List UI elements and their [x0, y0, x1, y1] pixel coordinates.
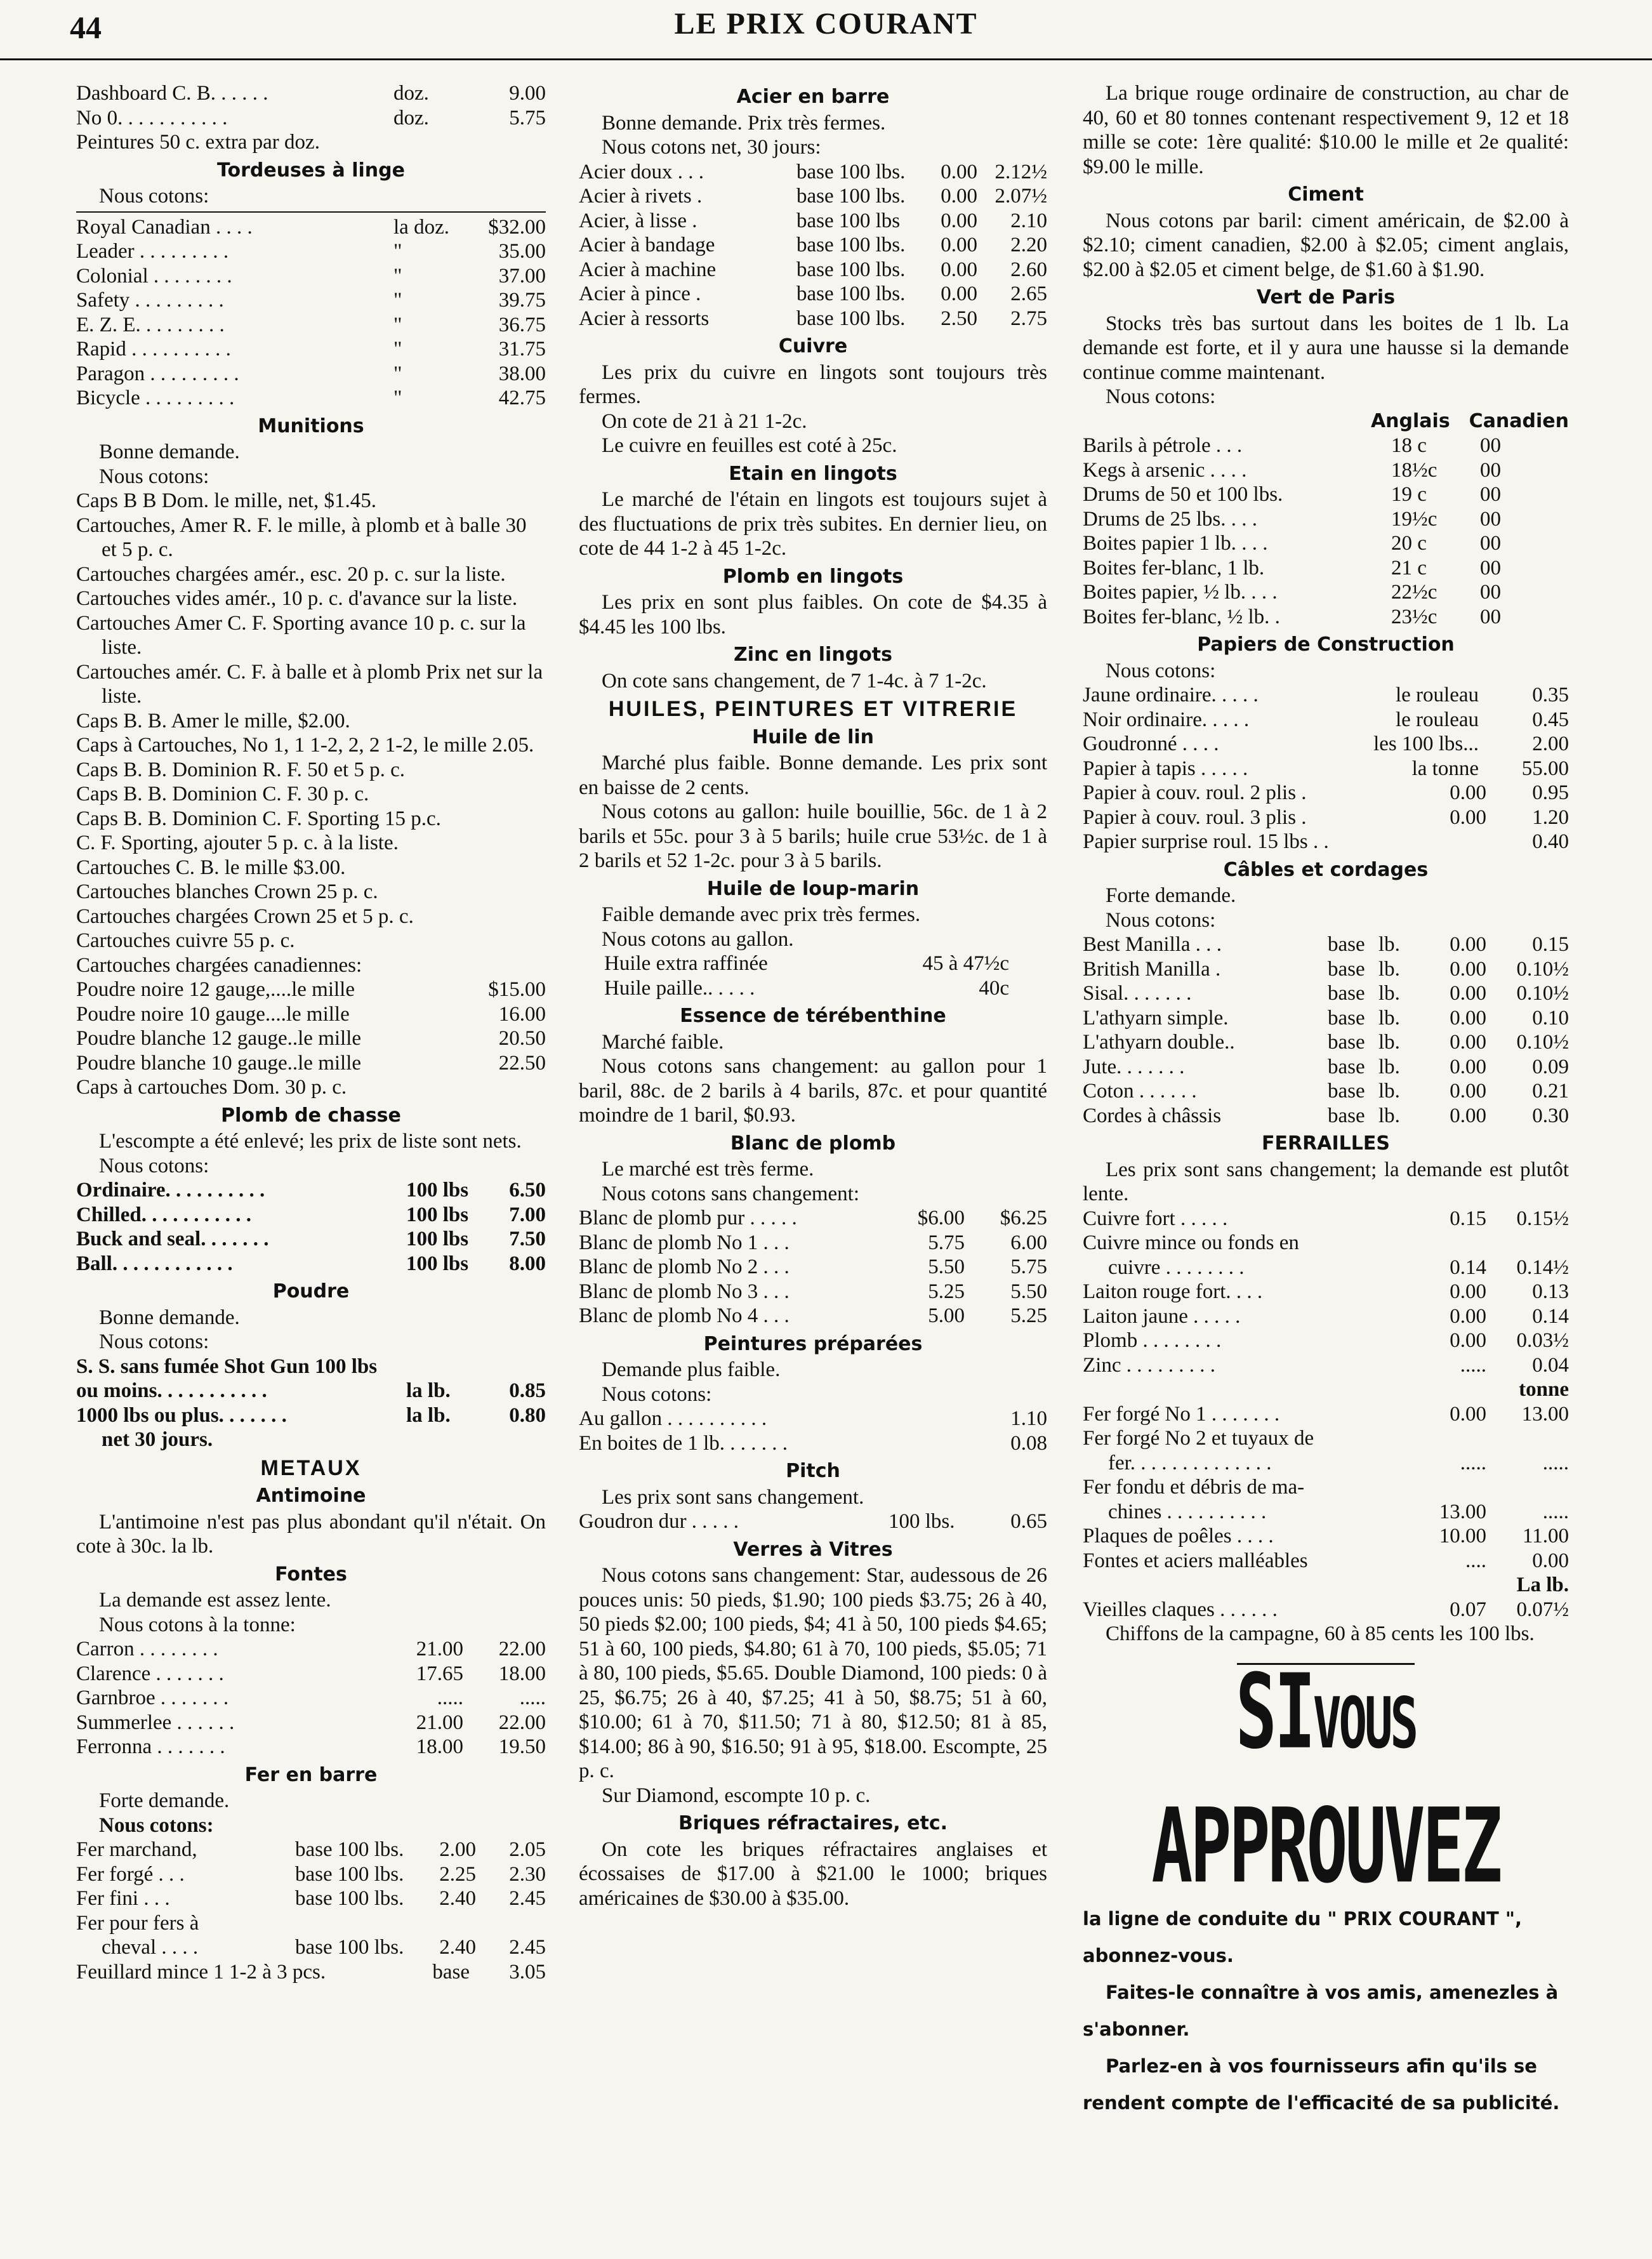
section-title-pitch: Pitch	[786, 1460, 840, 1482]
section-title-peintures: Peintures préparées	[703, 1332, 923, 1355]
price-row: Carron . . . . . . . . 21.00 22.00	[76, 1638, 546, 1660]
price-row: Royal Canadian . . . . la doz. $32.00	[76, 215, 546, 239]
price-row: cuivre . . . . . . . . 0.14 0.14½	[1108, 1255, 1569, 1279]
price-row: Leader . . . . . . . . . " 35.00	[76, 240, 546, 263]
price-row: Laiton rouge fort. . . . 0.00 0.13	[1083, 1280, 1569, 1303]
line: Bonne demande.	[99, 1306, 240, 1329]
price-row: Blanc de plomb No 2 . . . 5.50 5.75	[579, 1255, 1047, 1278]
price-row: Drums de 25 lbs. . . . 19½c 00	[1083, 507, 1501, 531]
price-row: No 0. . . . . . . . . . . doz. 5.75	[76, 106, 546, 129]
paragraph: Le cuivre en feuilles est coté à 25c.	[602, 434, 897, 457]
list-item: Caps B. B. Dominion R. F. 50 et 5 p. c.	[76, 758, 406, 781]
line: S. S. sans fumée Shot Gun 100 lbs	[76, 1355, 378, 1378]
section-title-zinc: Zinc en lingots	[734, 644, 892, 666]
intro: Nous cotons:	[1106, 385, 1216, 408]
divider	[76, 211, 546, 213]
note: Peintures 50 c. extra par doz.	[76, 131, 320, 154]
list-item: Cartouches chargées amér., esc. 20 p. c. sur la liste.	[76, 562, 506, 586]
price-row: Buck and seal. . . . . . . 100 lbs 7.50	[76, 1228, 546, 1250]
price-row: Huile extra raffinée 45 à 47½c	[604, 952, 1009, 975]
list-item: Caps B. B. Dominion C. F. 30 p. c.	[76, 783, 369, 805]
price-row: Fer marchand, base 100 lbs. 2.00 2.05	[76, 1838, 546, 1861]
price-row: Boites papier 1 lb. . . . 20 c 00	[1083, 532, 1501, 555]
price-row: Garnbroe . . . . . . . ..... .....	[76, 1686, 546, 1709]
section-title-blanc-plomb: Blanc de plomb	[730, 1132, 896, 1155]
price-row: Bicycle . . . . . . . . . " 42.75	[76, 387, 546, 409]
price-row: Colonial . . . . . . . . " 37.00	[76, 264, 546, 288]
line: Forte demande.	[1106, 884, 1236, 907]
price-row: Coton . . . . . . base lb. 0.00 0.21	[1083, 1080, 1569, 1103]
price-row: Acier à bandage base 100 lbs. 0.00 2.20	[579, 234, 1047, 256]
price-row: Fontes et aciers malléables .... 0.00	[1083, 1549, 1569, 1572]
line: Bonne demande.	[99, 441, 240, 463]
price-row: Acier à ressorts base 100 lbs. 2.50 2.75	[579, 307, 1047, 330]
section-title-fontes: Fontes	[275, 1563, 347, 1586]
price-row: 1000 lbs ou plus. . . . . . . la lb. 0.80	[76, 1403, 546, 1427]
price-row: Cordes à châssis base lb. 0.00 0.30	[1083, 1104, 1569, 1127]
section-title-verres: Verres à Vitres	[733, 1538, 893, 1561]
price-row: Plomb . . . . . . . . 0.00 0.03½	[1083, 1329, 1569, 1352]
list-item: Cartouches vides amér., 10 p. c. d'avance sur la liste.	[76, 587, 518, 610]
paragraph: Les prix sont sans changement; la demande est plutôt lente.	[1083, 1158, 1569, 1205]
price-row: Jute. . . . . . . base lb. 0.00 0.09	[1083, 1055, 1569, 1078]
advertisement-text: la ligne de conduite du " PRIX COURANT ", abonnez-vous.	[1083, 1907, 1522, 1966]
price-row: Blanc de plomb pur . . . . . $6.00 $6.25	[579, 1207, 1047, 1229]
price-row: Drums de 50 et 100 lbs. 19 c 00	[1083, 483, 1501, 506]
price-row: Acier à machine base 100 lbs. 0.00 2.60	[579, 258, 1047, 281]
list-item: Cartouches C. B. le mille $3.00.	[76, 856, 346, 879]
section-title-huiles: HUILES, PEINTURES ET VITRERIE	[608, 697, 1018, 721]
price-row: Ferronna . . . . . . . 18.00 19.50	[76, 1735, 546, 1758]
price-row: Rapid . . . . . . . . . . " 31.75	[76, 338, 546, 361]
paragraph: On cote sans changement, de 7 1-4c. à 7 1-2c.	[602, 669, 987, 692]
column-left	[76, 81, 546, 1984]
section-title-plomb-lingots: Plomb en lingots	[722, 565, 904, 588]
paragraph: Sur Diamond, escompte 10 p. c.	[602, 1784, 871, 1807]
line: Nous cotons à la tonne:	[99, 1613, 296, 1636]
price-row: Paragon . . . . . . . . . " 38.00	[76, 362, 546, 385]
price-row: Best Manilla . . . base lb. 0.00 0.15	[1083, 933, 1569, 956]
line: Fer fondu et débris de ma-	[1083, 1476, 1305, 1499]
list-item: Cartouches cuivre 55 p. c.	[76, 929, 295, 952]
paragraph: Stocks très bas surtout dans les boites de 1 lb. La demande est forte, et il y aura une hausse si la demande continue comme maintenant.	[1083, 312, 1569, 384]
page-number: 44	[70, 10, 102, 45]
paragraph: Nous cotons sans changement: au gallon pour 1 baril, 88c. de 2 barils à 4 barils, 87c. et pour quantité moindre de 1 baril, $0.93.	[579, 1055, 1047, 1127]
section-title-loup-marin: Huile de loup-marin	[706, 877, 920, 900]
line: net 30 jours.	[102, 1428, 213, 1451]
list-item: Cartouches Amer C. F. Sporting avance 10 p. c. sur la liste.	[76, 611, 526, 659]
line: Nous cotons net, 30 jours:	[602, 136, 821, 159]
paragraph: Nous cotons sans changement: Star, audessous de 26 pouces unis: 50 pieds, $1.90; 100 pieds $3.75; 26 à 40, 50 pieds $2.00; 100 pieds, $4; 41 à 50, 100 pieds $4.65; 51 à 60, 100 pieds, $4.80; 61 à 70, 100 pieds, $5.05; 71 à 80, 100 pieds, $5.65. Double Diamond, 100 pieds: 0 à 25, $6.75; 26 à 40, $7.25; 41 à 50, $8.75; 51 à 60, $10.00; 61 à 70, $11.50; 71 à 80, $12.50; 81 à 85, $14.00; 86 à 90, $16.50; 91 à 95, $18.00. Escompte, 25 p. c.	[579, 1564, 1047, 1782]
price-row: Papier surprise roul. 15 lbs . . 0.40	[1083, 830, 1569, 853]
list-item: Cartouches amér. C. F. à balle et à plomb Prix net sur la liste.	[76, 660, 543, 708]
price-row: L'athyarn simple. base lb. 0.00 0.10	[1083, 1006, 1569, 1030]
section-title-cables: Câbles et cordages	[1223, 858, 1429, 881]
line: Forte demande.	[99, 1789, 230, 1812]
section-title-antimoine: Antimoine	[256, 1485, 366, 1507]
list-item: Caps B. B. Amer le mille, $2.00.	[76, 709, 350, 732]
line: Cuivre mince ou fonds en	[1083, 1231, 1299, 1254]
section-title-cuivre: Cuivre	[778, 335, 848, 357]
price-row: fer. . . . . . . . . . . . . . ..... .....	[1108, 1451, 1569, 1474]
intro: Nous cotons:	[99, 185, 209, 208]
price-row: chines . . . . . . . . . . 13.00 .....	[1108, 1500, 1569, 1523]
line: Le marché est très ferme.	[602, 1158, 814, 1181]
list-item: Caps B. B. Dominion C. F. Sporting 15 p.c.	[76, 807, 441, 830]
price-row: Poudre blanche 10 gauge..le mille 22.50	[76, 1051, 546, 1075]
line: Bonne demande. Prix très fermes.	[602, 111, 886, 135]
column-right	[1083, 81, 1569, 2121]
paragraph: On cote les briques réfractaires anglaises et écossaises de $17.00 à $21.00 le 1000; briques américaines de $30.00 à $35.00.	[579, 1838, 1047, 1910]
line: Nous cotons:	[99, 465, 209, 488]
publication-title: LE PRIX COURANT	[674, 7, 978, 41]
price-row: Poudre blanche 12 gauge..le mille 20.50	[76, 1027, 546, 1050]
line: Nous cotons:	[1106, 908, 1216, 932]
list-item: Cartouches, Amer R. F. le mille, à plomb et à balle 30 et 5 p. c.	[76, 513, 527, 561]
paragraph: Chiffons de la campagne, 60 à 85 cents les 100 lbs.	[1106, 1622, 1535, 1645]
price-row: Goudronné . . . . les 100 lbs... 2.00	[1083, 732, 1569, 755]
price-row: Ball. . . . . . . . . . . . 100 lbs 8.00	[76, 1252, 546, 1275]
paragraph: Marché plus faible. Bonne demande. Les prix sont en baisse de 2 cents.	[579, 752, 1047, 799]
price-row: Sisal. . . . . . . base lb. 0.00 0.10½	[1083, 982, 1569, 1005]
line: Fer pour fers à	[76, 1911, 199, 1935]
price-row: Fer fini . . . base 100 lbs. 2.40 2.45	[76, 1887, 546, 1910]
price-row: Vieilles claques . . . . . . 0.07 0.07½	[1083, 1598, 1569, 1621]
price-row: Goudron dur . . . . . 100 lbs. 0.65	[579, 1510, 1047, 1533]
line: Les prix sont sans changement.	[602, 1485, 864, 1509]
section-title-etain: Etain en lingots	[729, 462, 897, 485]
paragraph: Nous cotons par baril: ciment américain, de $2.00 à $2.10; ciment canadien, $2.00 à $2.05; ciment anglais, $2.00 à $2.05 et ciment belge, de $1.60 à $1.90.	[1083, 209, 1569, 281]
price-row: L'athyarn double.. base lb. 0.00 0.10½	[1083, 1031, 1569, 1054]
price-row: Acier doux . . . base 100 lbs. 0.00 2.12½	[579, 160, 1047, 183]
line: Demande plus faible.	[602, 1358, 781, 1381]
list-item: Caps B B Dom. le mille, net, $1.45.	[76, 489, 376, 512]
line: Fer forgé No 2 et tuyaux de	[1083, 1427, 1314, 1450]
section-title-briques: Briques réfractaires, etc.	[678, 1812, 948, 1834]
list-item: Cartouches chargées canadiennes:	[76, 953, 362, 977]
section-title-tordeuses: Tordeuses à linge	[216, 159, 405, 182]
price-row: Papier à tapis . . . . . la tonne 55.00	[1083, 757, 1569, 780]
price-row: Acier à pince . base 100 lbs. 0.00 2.65	[579, 282, 1047, 305]
price-row: Plaques de poêles . . . . 10.00 11.00	[1083, 1525, 1569, 1547]
price-row: Safety . . . . . . . . . " 39.75	[76, 289, 546, 312]
price-row: Dashboard C. B. . . . . . doz. 9.00	[76, 82, 546, 105]
price-row: Poudre noire 12 gauge,....le mille $15.00	[76, 978, 546, 1001]
paragraph: L'escompte a été enlevé; les prix de liste sont nets.	[99, 1130, 522, 1153]
price-row: En boites de 1 lb. . . . . . . 0.08	[579, 1431, 1047, 1455]
price-row: Jaune ordinaire. . . . . le rouleau 0.35	[1083, 684, 1569, 706]
paragraph: Les prix en sont plus faibles. On cote de $4.35 à $4.45 les 100 lbs.	[579, 591, 1047, 639]
section-title-poudre: Poudre	[272, 1280, 350, 1302]
paragraph: Marché faible.	[602, 1030, 724, 1054]
section-title-fer-barre: Fer en barre	[244, 1763, 378, 1786]
paragraph: Nous cotons au gallon.	[602, 927, 794, 951]
section-title-ciment: Ciment	[1288, 183, 1364, 206]
price-row: Blanc de plomb No 3 . . . 5.25 5.50	[579, 1280, 1047, 1303]
price-row: Blanc de plomb No 4 . . . 5.00 5.25	[579, 1304, 1047, 1327]
price-row: Blanc de plomb No 1 . . . 5.75 6.00	[579, 1231, 1047, 1254]
price-row: Barils à pétrole . . . 18 c 00	[1083, 434, 1501, 457]
price-row: Papier à couv. roul. 2 plis . 0.00 0.95	[1083, 781, 1569, 804]
price-row: Huile paille.. . . . . 40c	[604, 976, 1009, 1000]
price-row: Clarence . . . . . . . 17.65 18.00	[76, 1662, 546, 1685]
price-row: cheval . . . . base 100 lbs. 2.40 2.45	[102, 1936, 546, 1959]
price-row: British Manilla . base lb. 0.00 0.10½	[1083, 957, 1569, 981]
section-title-munitions: Munitions	[258, 414, 364, 437]
price-row: ou moins. . . . . . . . . . . la lb. 0.85	[76, 1379, 546, 1402]
line: Nous cotons:	[99, 1330, 209, 1353]
intro: Nous cotons:	[99, 1154, 209, 1177]
advertisement-text: Faites-le connaître à vos amis, amenezles à s'abonner.	[1083, 1981, 1559, 2040]
paragraph: Faible demande avec prix très fermes.	[602, 903, 921, 926]
price-row: Papier à couv. roul. 3 plis . 0.00 1.20	[1083, 805, 1569, 829]
section-title-plomb-chasse: Plomb de chasse	[221, 1104, 401, 1127]
column-middle	[579, 81, 1047, 1911]
price-row: Fer forgé No 1 . . . . . . . 0.00 13.00	[1083, 1402, 1569, 1426]
section-title-ferrailles: FERRAILLES	[1262, 1132, 1390, 1155]
price-row: Laiton jaune . . . . . 0.00 0.14	[1083, 1304, 1569, 1328]
price-row: Ordinaire. . . . . . . . . . 100 lbs 6.50	[76, 1179, 546, 1202]
section-title-terebenthine: Essence de térébenthine	[680, 1005, 946, 1027]
paragraph: On cote de 21 à 21 1-2c.	[602, 409, 807, 433]
list-item: C. F. Sporting, ajouter 5 p. c. à la liste.	[76, 831, 399, 854]
paragraph: Le marché de l'étain en lingots est toujours sujet à des fluctuations de prix très subites. En dernier lieu, on cote de 44 1-2 à 45 1-2c.	[579, 488, 1047, 560]
list-item: Caps à Cartouches, No 1, 1 1-2, 2, 2 1-2, le mille 2.05.	[76, 734, 534, 757]
advertisement-text: Parlez-en à vos fournisseurs afin qu'ils se rendent compte de l'efficacité de sa publicité.	[1083, 2055, 1560, 2114]
line: La demande est assez lente.	[99, 1589, 331, 1612]
price-row: Chilled. . . . . . . . . . . 100 lbs 7.00	[76, 1203, 546, 1226]
price-row: Acier, à lisse . base 100 lbs 0.00 2.10	[579, 209, 1047, 232]
section-title-vert-paris: Vert de Paris	[1256, 286, 1396, 308]
price-row: Feuillard mince 1 1-2 à 3 pcs. base 3.05	[76, 1960, 546, 1984]
price-row: E. Z. E. . . . . . . . . " 36.75	[76, 313, 546, 336]
paragraph: Nous cotons au gallon: huile bouillie, 56c. de 1 à 2 barils et 55c. pour 3 à 5 barils; huile crue 53½c. de 1 à 2 barils et 52 1-2c. pour 3 à 5 barils.	[579, 800, 1047, 872]
price-row: Zinc . . . . . . . . . ..... 0.04	[1083, 1353, 1569, 1377]
column-headers: Anglais Canadien	[1370, 409, 1569, 432]
price-row: Boites fer-blanc, ½ lb. . 23½c 00	[1083, 605, 1501, 628]
header-rule	[0, 58, 1652, 60]
price-row: Kegs à arsenic . . . . 18½c 00	[1083, 458, 1501, 482]
price-row: Boites papier, ½ lb. . . . 22½c 00	[1083, 581, 1501, 604]
list-item: Cartouches chargées Crown 25 et 5 p. c.	[76, 904, 414, 928]
price-row: Cuivre fort . . . . . 0.15 0.15½	[1083, 1207, 1569, 1230]
paragraph: La brique rouge ordinaire de construction, au char de 40, 60 et 80 tonnes contenant respectivement 9, 12 et 18 mille se cote: 1ère qualité: $10.00 le mille et 2e qualité: $9.00 le mille.	[1083, 82, 1569, 178]
line: Nous cotons:	[99, 1813, 214, 1837]
intro: Nous cotons:	[1106, 659, 1216, 682]
unit-label: La lb.	[1516, 1573, 1569, 1596]
price-row: Summerlee . . . . . . 21.00 22.00	[76, 1711, 546, 1734]
line: Nous cotons sans changement:	[602, 1182, 860, 1205]
price-row: Acier à rivets . base 100 lbs. 0.00 2.07½	[579, 185, 1047, 208]
section-title-lin: Huile de lin	[751, 725, 874, 748]
section-title-acier: Acier en barre	[736, 86, 890, 108]
list-item: Caps à cartouches Dom. 30 p. c.	[76, 1076, 347, 1099]
price-row: Poudre noire 10 gauge....le mille 16.00	[76, 1002, 546, 1026]
advertisement-title: SIVOUS APPROUVEZ	[1151, 1652, 1500, 1906]
section-title-papiers: Papiers de Construction	[1197, 633, 1455, 656]
unit-label: tonne	[1519, 1378, 1569, 1401]
paragraph: Les prix du cuivre en lingots sont toujours très fermes.	[579, 361, 1047, 408]
price-row: Au gallon . . . . . . . . . . 1.10	[579, 1407, 1047, 1430]
price-row: Boites fer-blanc, 1 lb. 21 c 00	[1083, 556, 1501, 580]
section-title-metaux: METAUX	[260, 1455, 362, 1480]
paragraph: L'antimoine n'est pas plus abondant qu'il n'était. On cote à 30c. la lb.	[76, 1510, 546, 1558]
price-row: Noir ordinaire. . . . . le rouleau 0.45	[1083, 708, 1569, 731]
line: Nous cotons:	[602, 1382, 712, 1406]
price-row: Fer forgé . . . base 100 lbs. 2.25 2.30	[76, 1862, 546, 1886]
list-item: Cartouches blanches Crown 25 p. c.	[76, 880, 378, 903]
